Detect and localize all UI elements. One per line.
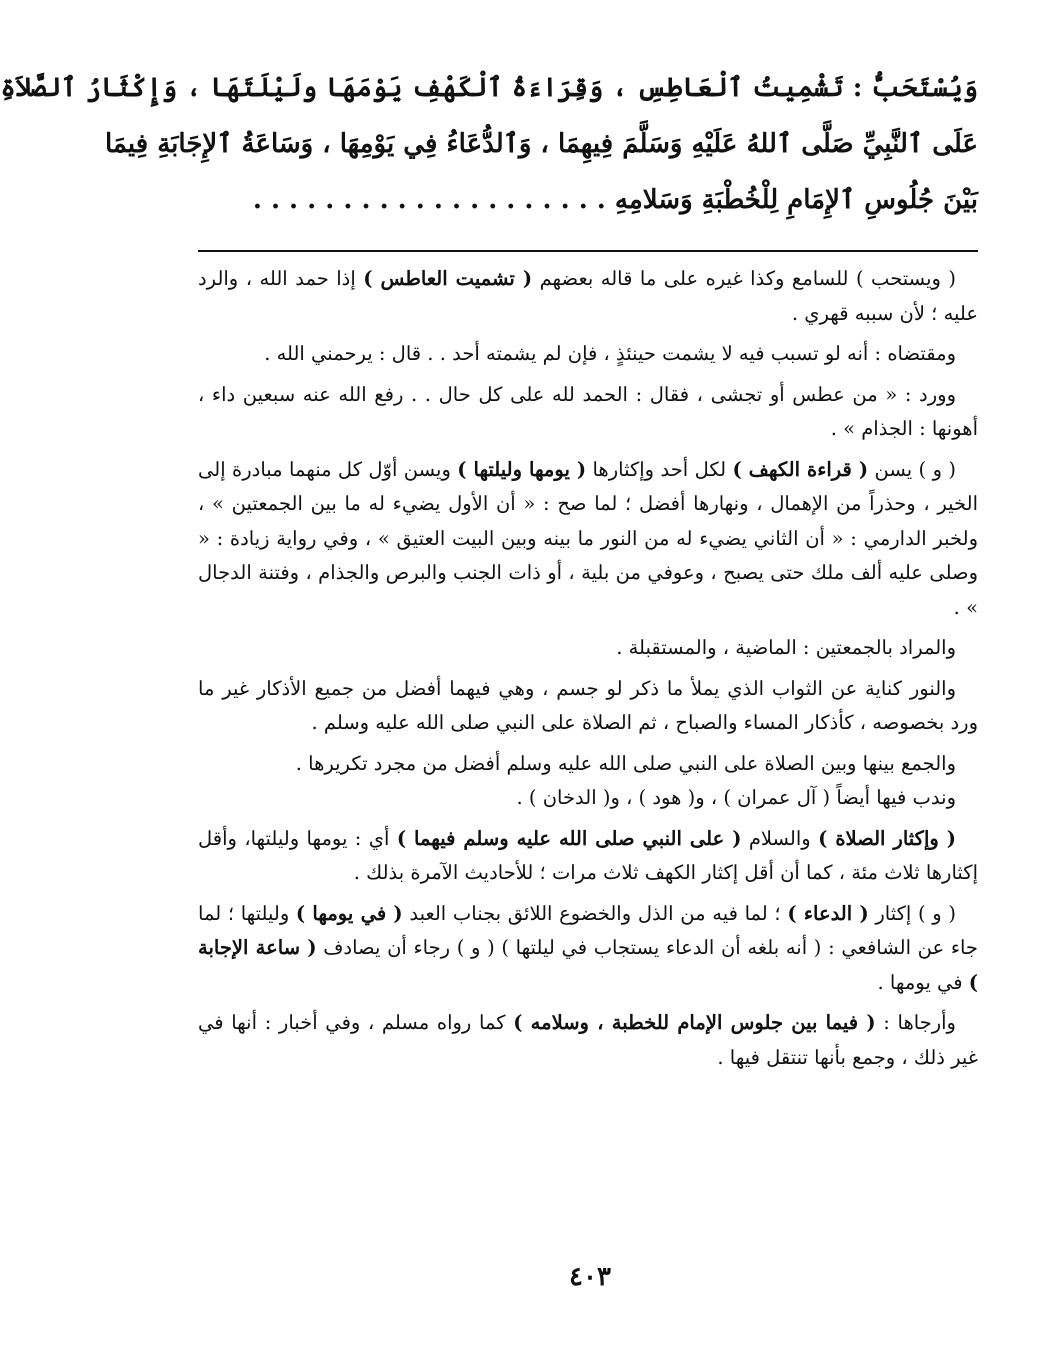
text-run: لكل أحد وإكثارها [586, 457, 733, 481]
commentary-paragraph [198, 453, 978, 626]
text-run: وليلتها ؛ لما جاء عن الشافعي : ( أنه بلغه أن الدعاء يستجاب في ليلتها ) ( و ) رجاء أن يصادف [198, 901, 978, 959]
commentary [198, 262, 978, 1075]
commentary-paragraph [198, 262, 978, 331]
main-text [0, 60, 978, 228]
main-text-line: عَلَى ٱلنَّبِيِّ صَلَّى ٱللهُ عَلَيْهِ وَسَلَّمَ فِيهِمَا ، وَٱلدُّعَاءُ فِي يَوْمِهَا ، وَسَاعَةُ ٱلإِجَابَةِ فِيمَا [104, 129, 978, 159]
text-run: والسلام [741, 826, 819, 850]
bold-quote: ( ساعة الإجابة ) [198, 936, 978, 994]
bold-quote: ( قراءة الكهف ) [732, 457, 869, 481]
commentary-paragraph: والنور كناية عن الثواب الذي يملأ ما ذكر لو جسم ، وهي فيهما أفضل من جميع الأذكار غير ما ورد بخصوصه ، كأذكار المساء والصباح ، ثم الصلاة على النبي صلى الله عليه وسلم . [198, 676, 978, 734]
bold-quote: ( الدعاء ) [787, 901, 869, 925]
text-run: إذا حمد الله ، والرد عليه ؛ لأن سببه قهري . [198, 267, 978, 325]
commentary-paragraph: وورد : « من عطس أو تجشى ، فقال : الحمد لله على كل حال . . رفع الله عنه سبعين داء ، أهونها : الجذام » . [198, 382, 978, 440]
bold-quote: ( في يومها ) [295, 901, 403, 925]
separator-rule [198, 250, 978, 252]
commentary-paragraph: ومقتضاه : أنه لو تسبب فيه لا يشمت حينئذٍ ، فإن لم يشمته أحد . . قال : يرحمني الله . [264, 342, 956, 365]
bold-quote: ( تشميت العاطس ) [363, 267, 533, 290]
main-text-line: وَيُسْتَحَبُّ : تَشْمِيتُ ٱلْعَاطِسِ ، وَقِرَاءَةُ ٱلْكَهْفِ يَوْمَهَا ولَيْلَتَهَا ، وَإِكْثَارُ ٱلصَّلاَةِ [0, 73, 978, 103]
commentary-paragraph: والمراد بالجمعتين : الماضية ، والمستقبلة . [616, 636, 956, 659]
commentary-paragraph [198, 822, 978, 891]
bold-quote: ( يومها وليلتها ) [457, 457, 587, 481]
text-run: كما رواه مسلم ، وفي أخبار : أنها في غير ذلك ، وجمع بأنها تنتقل فيها . [198, 1011, 978, 1069]
text-run: ( و ) إكثار [868, 901, 956, 925]
text-run: ويسن أوّل كل منهما مبادرة إلى الخير ، وحذراً من الإهمال ، ونهارها أفضل ؛ لما صح : « أن الأول يضيء له ما بين الجمعتين » ، ولخبر الدارمي : « أن الثاني يضيء له من النور ما بينه وبين البيت العتيق » ، وفي رواية زيادة : « وصلى عليه ألف ملك حتى يصبح ، وعوفي من بلية ، أو ذات الجنب والبرص والجذام ، وفتنة الدجال » . [198, 457, 978, 619]
commentary-paragraph: وندب فيها أيضاً ( آل عمران ) ، و( هود ) ، و( الدخان ) . [516, 786, 956, 809]
main-text-line: بَيْنَ جُلُوسِ ٱلإِمَامِ لِلْخُطْبَةِ وَسَلامِهِ . . . . . . . . . . . . . . . . . . . . [252, 185, 978, 215]
bold-quote: ( فيما بين جلوس الإمام للخطبة ، وسلامه ) [513, 1011, 876, 1034]
text-run: في يومها . [877, 970, 969, 994]
commentary-paragraph [198, 1006, 978, 1075]
book-page [0, 60, 978, 1372]
bold-quote: ( على النبي صلى الله عليه وسلم فيهما ) [396, 826, 742, 850]
text-run: ؛ لما فيه من الذل والخضوع اللائق بجناب العبد [402, 901, 788, 925]
text-run: أي : يومها وليلتها، وأقل إكثارها ثلاث مئة ، كما أن أقل إكثار الكهف ثلاث مرات ؛ للأحاديث الآمرة بذلك . [198, 826, 978, 884]
commentary-paragraph: والجمع بينها وبين الصلاة على النبي صلى الله عليه وسلم أفضل من مجرد تكريرها . [295, 751, 956, 775]
text-run: وأرجاها : [875, 1011, 956, 1034]
text-run: ( و ) يسن [868, 457, 956, 481]
commentary-paragraph [198, 897, 978, 1001]
text-run: ( ويستحب ) للسامع وكذا غيره على ما قاله بعضهم [532, 267, 956, 290]
page-number: ٤٠٣ [569, 1262, 611, 1292]
bold-quote: ( وإكثار الصلاة ) [818, 826, 956, 850]
